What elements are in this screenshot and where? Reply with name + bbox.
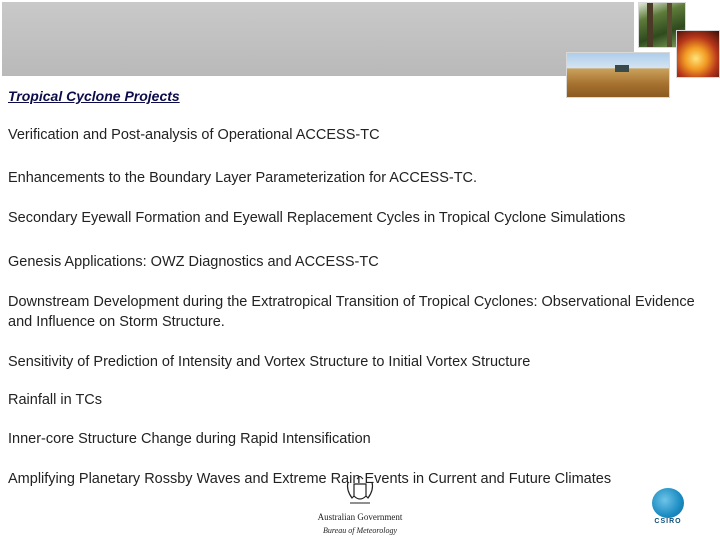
project-item-verification: Verification and Post-analysis of Operational ACCESS-TC <box>8 127 380 143</box>
project-item-inner-core: Inner-core Structure Change during Rapid Intensification <box>8 431 371 447</box>
bushfire-photo <box>676 30 720 78</box>
coat-of-arms-icon <box>344 476 376 506</box>
project-item-sensitivity: Sensitivity of Prediction of Intensity and Vortex Structure to Initial Vortex Structure <box>8 354 531 370</box>
header-band <box>2 2 634 76</box>
slide-title: Tropical Cyclone Projects <box>8 88 180 104</box>
csiro-wordmark: CSIRO <box>654 518 682 525</box>
wheat-field-photo <box>566 52 670 98</box>
project-item-boundary-layer: Enhancements to the Boundary Layer Parameterization for ACCESS-TC. <box>8 170 478 186</box>
bureau-name: Bureau of Meteorology <box>322 526 398 535</box>
csiro-logo <box>650 488 686 528</box>
project-item-eyewall: Secondary Eyewall Formation and Eyewall Replacement Cycles in Tropical Cyclone Simulations <box>8 210 626 226</box>
government-name: Australian Government <box>317 512 403 522</box>
csiro-emblem-icon <box>652 488 684 518</box>
project-item-genesis: Genesis Applications: OWZ Diagnostics and ACCESS-TC <box>8 254 379 270</box>
project-item-rossby-waves: Amplifying Planetary Rossby Waves and Extreme Rain Events in Current and Future Climates <box>8 471 612 487</box>
project-item-downstream: Downstream Development during the Extratropical Transition of Tropical Cyclones: Observational Evidence and Influence on Storm Structure. <box>8 294 695 330</box>
project-item-rainfall: Rainfall in TCs <box>8 392 103 408</box>
australian-government-logo <box>316 476 404 538</box>
